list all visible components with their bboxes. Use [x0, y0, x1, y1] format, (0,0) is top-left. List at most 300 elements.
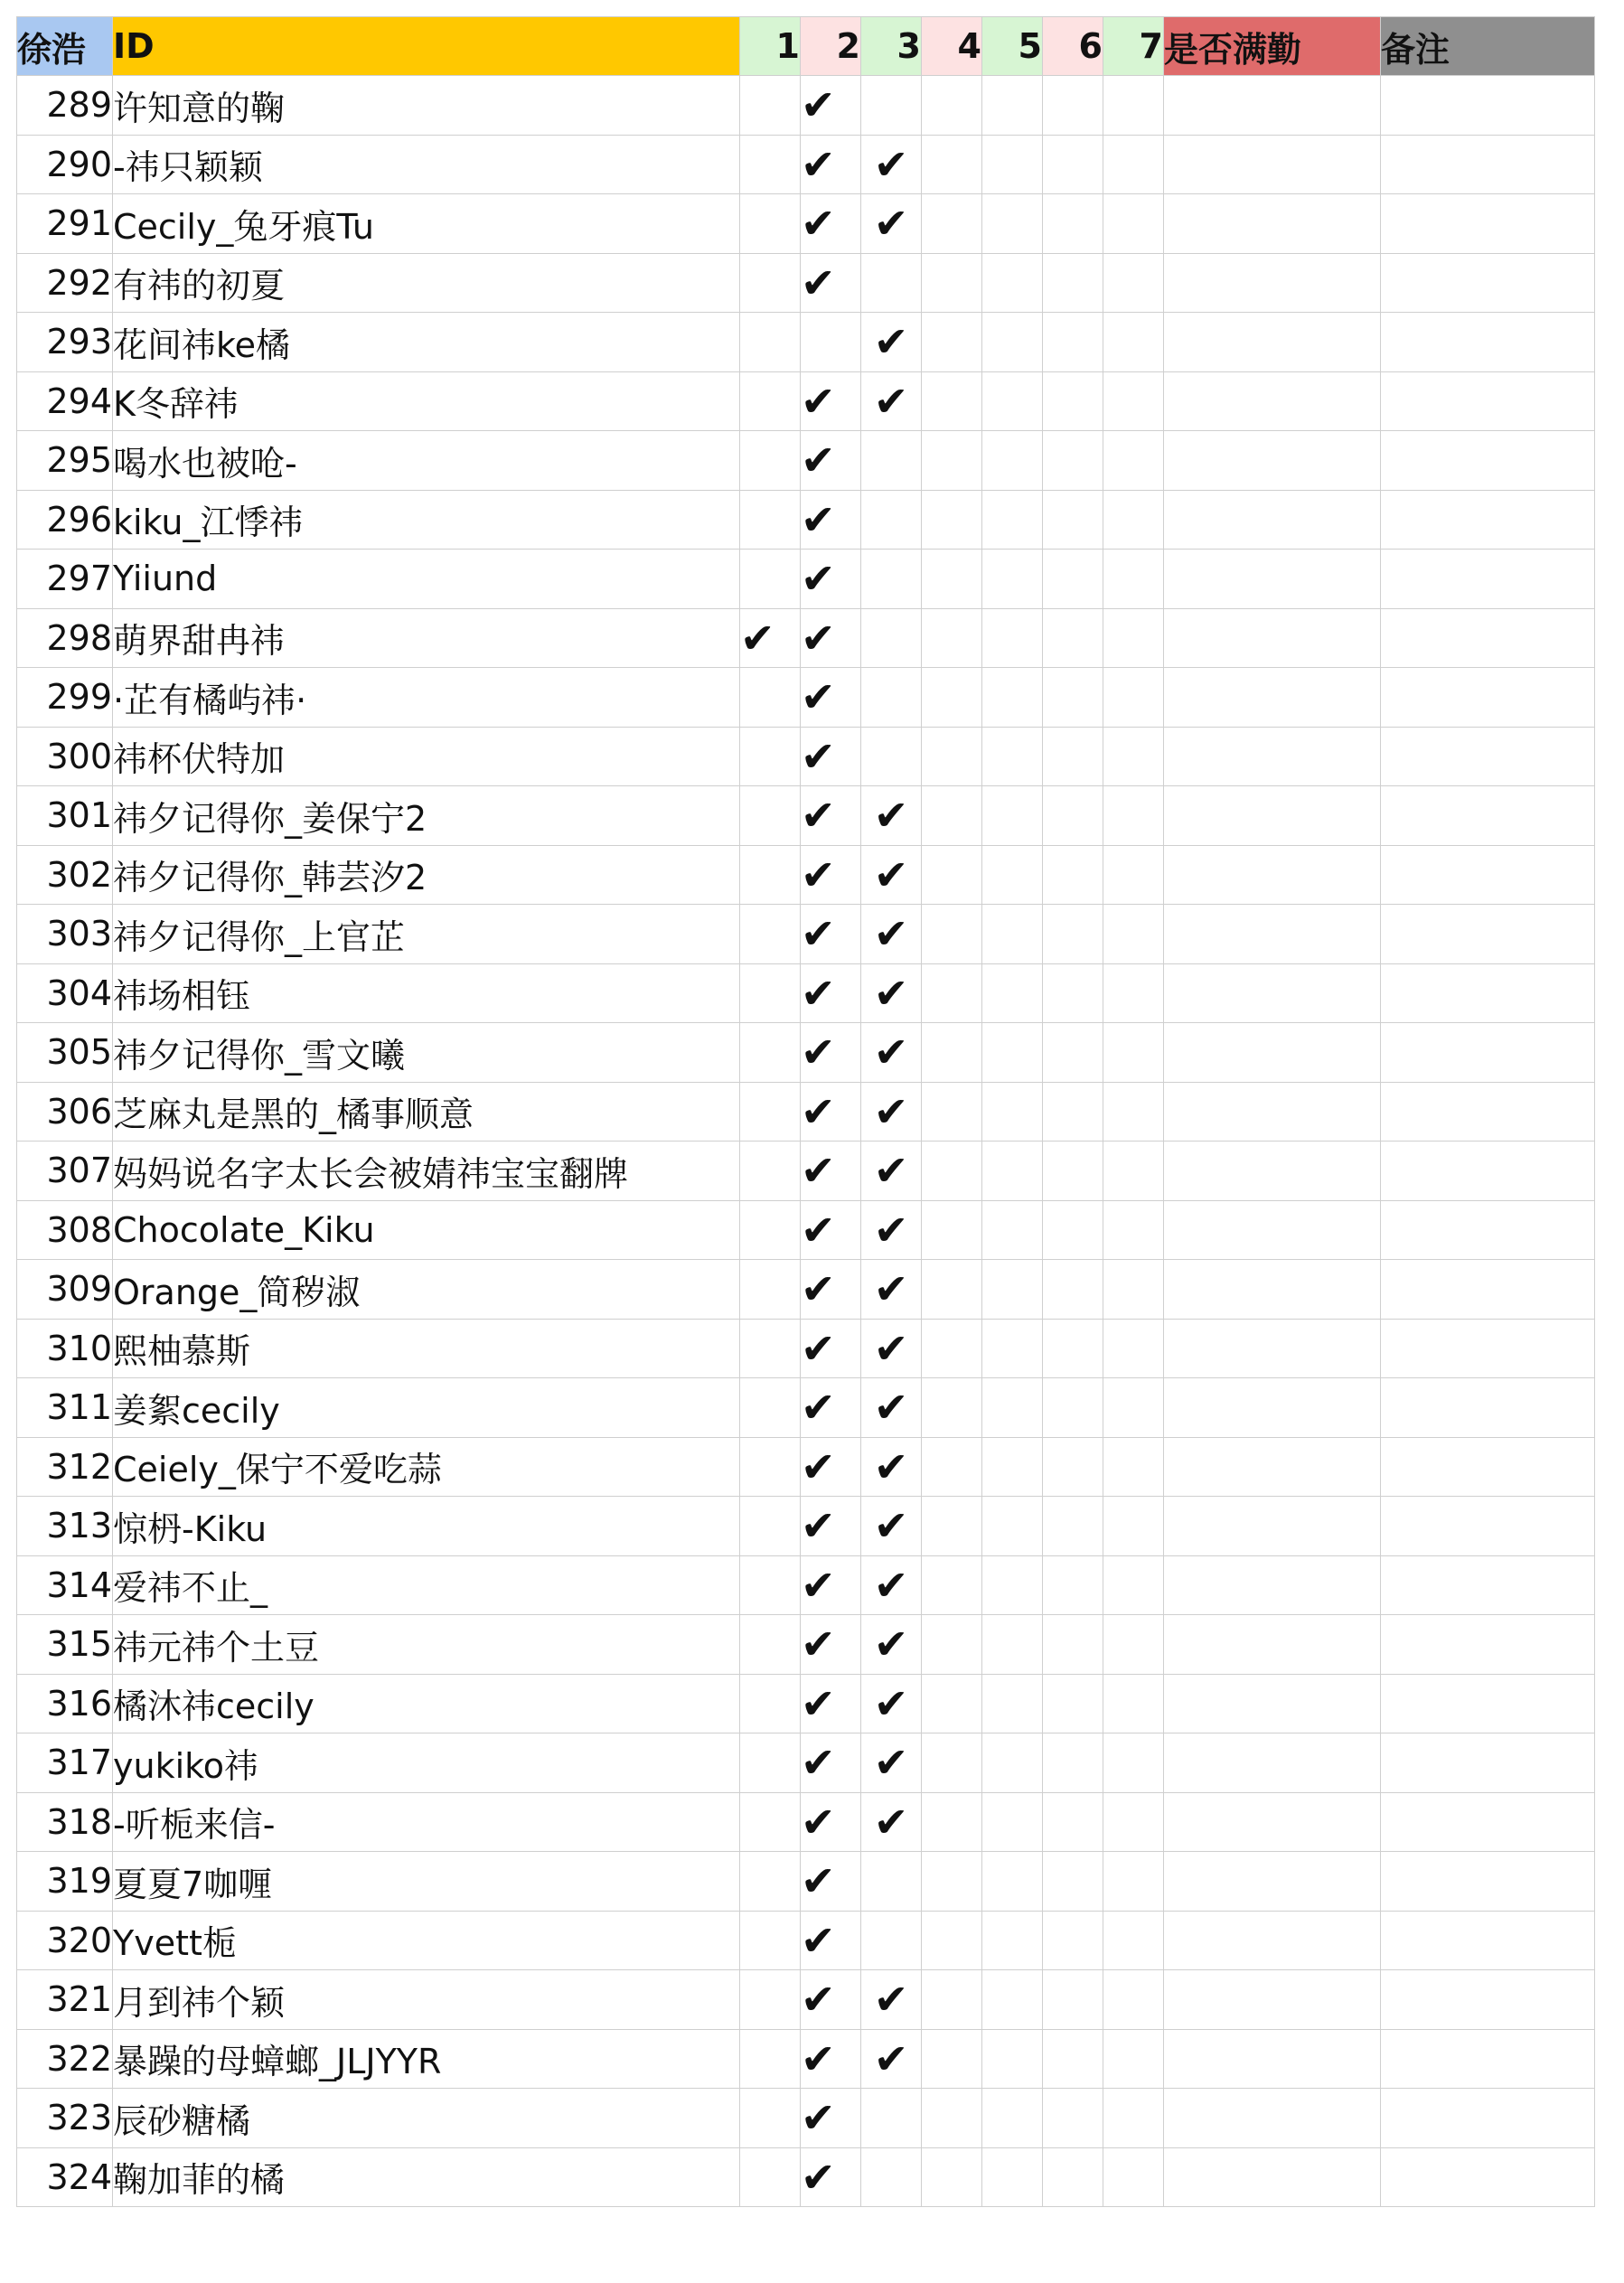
note-cell[interactable] [1381, 1260, 1595, 1320]
note-cell[interactable] [1381, 1437, 1595, 1497]
full-attendance-cell[interactable] [1164, 1200, 1381, 1260]
day-7-cell[interactable] [1103, 1497, 1164, 1556]
day-1-cell[interactable] [740, 1260, 801, 1320]
day-1-cell[interactable] [740, 1023, 801, 1083]
day-2-cell[interactable] [801, 668, 861, 728]
day-7-cell[interactable] [1103, 194, 1164, 254]
day-2-cell[interactable] [801, 608, 861, 668]
row-number-cell[interactable]: 301 [17, 786, 113, 846]
day-3-cell[interactable] [861, 1555, 922, 1615]
full-attendance-cell[interactable] [1164, 905, 1381, 964]
day-4-cell[interactable] [922, 608, 982, 668]
day-1-cell[interactable] [740, 1911, 801, 1970]
day-2-cell[interactable] [801, 371, 861, 431]
member-id-cell[interactable]: Ceiely_保宁不爱吃蒜 [113, 1437, 740, 1497]
day-5-cell[interactable] [982, 194, 1043, 254]
row-number-cell[interactable]: 324 [17, 2147, 113, 2207]
full-attendance-cell[interactable] [1164, 1023, 1381, 1083]
full-attendance-cell[interactable] [1164, 845, 1381, 905]
day-7-cell[interactable] [1103, 1911, 1164, 1970]
row-number-cell[interactable]: 298 [17, 608, 113, 668]
day-header-2[interactable]: 2 [801, 17, 861, 76]
day-2-cell[interactable] [801, 1437, 861, 1497]
day-3-cell[interactable] [861, 2089, 922, 2148]
day-header-3[interactable]: 3 [861, 17, 922, 76]
row-number-cell[interactable]: 305 [17, 1023, 113, 1083]
day-5-cell[interactable] [982, 1733, 1043, 1793]
day-6-cell[interactable] [1043, 1200, 1103, 1260]
day-2-cell[interactable] [801, 1792, 861, 1852]
id-header[interactable]: ID [113, 17, 740, 76]
day-3-cell[interactable] [861, 1970, 922, 2030]
day-3-cell[interactable] [861, 490, 922, 550]
day-4-cell[interactable] [922, 1319, 982, 1378]
day-2-cell[interactable] [801, 1023, 861, 1083]
day-7-cell[interactable] [1103, 1555, 1164, 1615]
member-id-cell[interactable]: 祎杯伏特加 [113, 727, 740, 786]
row-number-cell[interactable]: 291 [17, 194, 113, 254]
member-id-cell[interactable]: 爱祎不止_ [113, 1555, 740, 1615]
full-attendance-cell[interactable] [1164, 135, 1381, 194]
day-3-cell[interactable] [861, 313, 922, 372]
row-number-cell[interactable]: 320 [17, 1911, 113, 1970]
note-cell[interactable] [1381, 963, 1595, 1023]
member-id-cell[interactable]: 熙柚慕斯 [113, 1319, 740, 1378]
note-header[interactable]: 备注 [1381, 17, 1595, 76]
row-number-cell[interactable]: 316 [17, 1674, 113, 1733]
day-1-cell[interactable] [740, 608, 801, 668]
note-cell[interactable] [1381, 786, 1595, 846]
row-number-cell[interactable]: 306 [17, 1082, 113, 1142]
day-3-cell[interactable] [861, 1437, 922, 1497]
member-id-cell[interactable]: 惊枬-Kiku [113, 1497, 740, 1556]
member-id-cell[interactable]: 月到祎个颖 [113, 1970, 740, 2030]
day-5-cell[interactable] [982, 490, 1043, 550]
note-cell[interactable] [1381, 1733, 1595, 1793]
day-2-cell[interactable] [801, 253, 861, 313]
day-4-cell[interactable] [922, 76, 982, 136]
note-cell[interactable] [1381, 1852, 1595, 1912]
day-5-cell[interactable] [982, 1852, 1043, 1912]
day-2-cell[interactable] [801, 1260, 861, 1320]
day-1-cell[interactable] [740, 194, 801, 254]
day-6-cell[interactable] [1043, 1970, 1103, 2030]
member-id-cell[interactable]: 祎场相钰 [113, 963, 740, 1023]
day-1-cell[interactable] [740, 727, 801, 786]
day-3-cell[interactable] [861, 135, 922, 194]
day-6-cell[interactable] [1043, 1615, 1103, 1675]
day-3-cell[interactable] [861, 431, 922, 491]
day-5-cell[interactable] [982, 668, 1043, 728]
full-attendance-header[interactable]: 是否满勤 [1164, 17, 1381, 76]
day-7-cell[interactable] [1103, 786, 1164, 846]
day-4-cell[interactable] [922, 1792, 982, 1852]
full-attendance-cell[interactable] [1164, 1378, 1381, 1438]
day-6-cell[interactable] [1043, 1733, 1103, 1793]
full-attendance-cell[interactable] [1164, 2089, 1381, 2148]
day-7-cell[interactable] [1103, 1082, 1164, 1142]
row-number-cell[interactable]: 293 [17, 313, 113, 372]
day-5-cell[interactable] [982, 1437, 1043, 1497]
day-7-cell[interactable] [1103, 1970, 1164, 2030]
row-number-cell[interactable]: 310 [17, 1319, 113, 1378]
day-1-cell[interactable] [740, 253, 801, 313]
day-5-cell[interactable] [982, 905, 1043, 964]
day-6-cell[interactable] [1043, 1555, 1103, 1615]
row-number-cell[interactable]: 290 [17, 135, 113, 194]
member-id-cell[interactable]: 橘沐祎cecily [113, 1674, 740, 1733]
day-2-cell[interactable] [801, 1082, 861, 1142]
note-cell[interactable] [1381, 727, 1595, 786]
day-5-cell[interactable] [982, 431, 1043, 491]
day-2-cell[interactable] [801, 313, 861, 372]
day-7-cell[interactable] [1103, 253, 1164, 313]
day-5-cell[interactable] [982, 550, 1043, 609]
day-5-cell[interactable] [982, 1319, 1043, 1378]
full-attendance-cell[interactable] [1164, 963, 1381, 1023]
day-1-cell[interactable] [740, 2029, 801, 2089]
day-3-cell[interactable] [861, 1792, 922, 1852]
member-id-cell[interactable]: 姜絮cecily [113, 1378, 740, 1438]
day-7-cell[interactable] [1103, 76, 1164, 136]
note-cell[interactable] [1381, 1674, 1595, 1733]
day-6-cell[interactable] [1043, 1260, 1103, 1320]
note-cell[interactable] [1381, 845, 1595, 905]
day-1-cell[interactable] [740, 135, 801, 194]
member-id-cell[interactable]: Orange_简秽淑 [113, 1260, 740, 1320]
member-id-cell[interactable]: kiku_江悸祎 [113, 490, 740, 550]
full-attendance-cell[interactable] [1164, 550, 1381, 609]
day-1-cell[interactable] [740, 76, 801, 136]
note-cell[interactable] [1381, 608, 1595, 668]
day-3-cell[interactable] [861, 1911, 922, 1970]
day-2-cell[interactable] [801, 845, 861, 905]
full-attendance-cell[interactable] [1164, 490, 1381, 550]
member-id-cell[interactable]: -祎只颖颖 [113, 135, 740, 194]
day-1-cell[interactable] [740, 963, 801, 1023]
full-attendance-cell[interactable] [1164, 1733, 1381, 1793]
day-4-cell[interactable] [922, 1023, 982, 1083]
day-7-cell[interactable] [1103, 1615, 1164, 1675]
full-attendance-cell[interactable] [1164, 1792, 1381, 1852]
day-7-cell[interactable] [1103, 313, 1164, 372]
row-number-cell[interactable]: 299 [17, 668, 113, 728]
day-6-cell[interactable] [1043, 1852, 1103, 1912]
day-7-cell[interactable] [1103, 1674, 1164, 1733]
day-7-cell[interactable] [1103, 550, 1164, 609]
row-number-cell[interactable]: 315 [17, 1615, 113, 1675]
row-number-cell[interactable]: 295 [17, 431, 113, 491]
day-7-cell[interactable] [1103, 1319, 1164, 1378]
member-id-cell[interactable]: 辰砂糖橘 [113, 2089, 740, 2148]
day-5-cell[interactable] [982, 1142, 1043, 1201]
full-attendance-cell[interactable] [1164, 2029, 1381, 2089]
day-4-cell[interactable] [922, 1260, 982, 1320]
day-7-cell[interactable] [1103, 963, 1164, 1023]
day-6-cell[interactable] [1043, 786, 1103, 846]
day-4-cell[interactable] [922, 1437, 982, 1497]
full-attendance-cell[interactable] [1164, 253, 1381, 313]
day-2-cell[interactable] [801, 1200, 861, 1260]
full-attendance-cell[interactable] [1164, 727, 1381, 786]
day-1-cell[interactable] [740, 1555, 801, 1615]
day-4-cell[interactable] [922, 845, 982, 905]
day-2-cell[interactable] [801, 135, 861, 194]
row-number-cell[interactable]: 323 [17, 2089, 113, 2148]
day-6-cell[interactable] [1043, 1497, 1103, 1556]
day-2-cell[interactable] [801, 1733, 861, 1793]
day-2-cell[interactable] [801, 1319, 861, 1378]
day-7-cell[interactable] [1103, 1792, 1164, 1852]
note-cell[interactable] [1381, 135, 1595, 194]
day-4-cell[interactable] [922, 2089, 982, 2148]
day-2-cell[interactable] [801, 1911, 861, 1970]
day-2-cell[interactable] [801, 786, 861, 846]
day-1-cell[interactable] [740, 2147, 801, 2207]
day-5-cell[interactable] [982, 845, 1043, 905]
note-cell[interactable] [1381, 1911, 1595, 1970]
day-4-cell[interactable] [922, 1674, 982, 1733]
day-3-cell[interactable] [861, 371, 922, 431]
day-6-cell[interactable] [1043, 963, 1103, 1023]
day-3-cell[interactable] [861, 253, 922, 313]
day-3-cell[interactable] [861, 1319, 922, 1378]
day-2-cell[interactable] [801, 431, 861, 491]
full-attendance-cell[interactable] [1164, 371, 1381, 431]
note-cell[interactable] [1381, 1023, 1595, 1083]
row-number-cell[interactable]: 321 [17, 1970, 113, 2030]
member-id-cell[interactable]: 许知意的鞠 [113, 76, 740, 136]
day-4-cell[interactable] [922, 2147, 982, 2207]
member-id-cell[interactable]: -听栀来信- [113, 1792, 740, 1852]
row-number-cell[interactable]: 322 [17, 2029, 113, 2089]
day-5-cell[interactable] [982, 313, 1043, 372]
day-6-cell[interactable] [1043, 2147, 1103, 2207]
row-number-cell[interactable]: 303 [17, 905, 113, 964]
full-attendance-cell[interactable] [1164, 1852, 1381, 1912]
note-cell[interactable] [1381, 2147, 1595, 2207]
day-3-cell[interactable] [861, 194, 922, 254]
full-attendance-cell[interactable] [1164, 1674, 1381, 1733]
day-6-cell[interactable] [1043, 2029, 1103, 2089]
full-attendance-cell[interactable] [1164, 194, 1381, 254]
day-1-cell[interactable] [740, 1378, 801, 1438]
day-7-cell[interactable] [1103, 1023, 1164, 1083]
day-2-cell[interactable] [801, 963, 861, 1023]
member-id-cell[interactable]: 祎夕记得你_姜保宁2 [113, 786, 740, 846]
day-6-cell[interactable] [1043, 1023, 1103, 1083]
day-2-cell[interactable] [801, 1555, 861, 1615]
day-6-cell[interactable] [1043, 313, 1103, 372]
day-4-cell[interactable] [922, 1970, 982, 2030]
day-7-cell[interactable] [1103, 2089, 1164, 2148]
day-7-cell[interactable] [1103, 2147, 1164, 2207]
day-4-cell[interactable] [922, 1497, 982, 1556]
note-cell[interactable] [1381, 1615, 1595, 1675]
day-3-cell[interactable] [861, 76, 922, 136]
full-attendance-cell[interactable] [1164, 2147, 1381, 2207]
day-1-cell[interactable] [740, 1852, 801, 1912]
row-number-cell[interactable]: 309 [17, 1260, 113, 1320]
day-7-cell[interactable] [1103, 135, 1164, 194]
member-id-cell[interactable]: 萌界甜冉祎 [113, 608, 740, 668]
day-4-cell[interactable] [922, 1615, 982, 1675]
note-cell[interactable] [1381, 313, 1595, 372]
day-1-cell[interactable] [740, 1792, 801, 1852]
day-6-cell[interactable] [1043, 490, 1103, 550]
day-5-cell[interactable] [982, 1970, 1043, 2030]
day-1-cell[interactable] [740, 1082, 801, 1142]
full-attendance-cell[interactable] [1164, 1555, 1381, 1615]
day-5-cell[interactable] [982, 786, 1043, 846]
member-id-cell[interactable]: 花间祎ke橘 [113, 313, 740, 372]
day-3-cell[interactable] [861, 1142, 922, 1201]
row-number-cell[interactable]: 307 [17, 1142, 113, 1201]
note-cell[interactable] [1381, 371, 1595, 431]
day-5-cell[interactable] [982, 1260, 1043, 1320]
day-7-cell[interactable] [1103, 431, 1164, 491]
member-id-cell[interactable]: 鞠加菲的橘 [113, 2147, 740, 2207]
member-id-cell[interactable]: Yiiund [113, 550, 740, 609]
day-7-cell[interactable] [1103, 1200, 1164, 1260]
note-cell[interactable] [1381, 253, 1595, 313]
day-4-cell[interactable] [922, 1082, 982, 1142]
day-3-cell[interactable] [861, 2147, 922, 2207]
day-header-1[interactable]: 1 [740, 17, 801, 76]
day-5-cell[interactable] [982, 1555, 1043, 1615]
day-2-cell[interactable] [801, 1497, 861, 1556]
row-number-cell[interactable]: 304 [17, 963, 113, 1023]
full-attendance-cell[interactable] [1164, 1437, 1381, 1497]
day-1-cell[interactable] [740, 550, 801, 609]
row-number-cell[interactable]: 297 [17, 550, 113, 609]
day-2-cell[interactable] [801, 905, 861, 964]
member-id-cell[interactable]: 喝水也被呛- [113, 431, 740, 491]
day-6-cell[interactable] [1043, 1437, 1103, 1497]
day-6-cell[interactable] [1043, 135, 1103, 194]
day-4-cell[interactable] [922, 668, 982, 728]
day-5-cell[interactable] [982, 1200, 1043, 1260]
note-cell[interactable] [1381, 2089, 1595, 2148]
row-number-cell[interactable]: 292 [17, 253, 113, 313]
day-7-cell[interactable] [1103, 1142, 1164, 1201]
day-3-cell[interactable] [861, 1023, 922, 1083]
day-header-6[interactable]: 6 [1043, 17, 1103, 76]
day-3-cell[interactable] [861, 1733, 922, 1793]
full-attendance-cell[interactable] [1164, 786, 1381, 846]
day-5-cell[interactable] [982, 1497, 1043, 1556]
full-attendance-cell[interactable] [1164, 1142, 1381, 1201]
note-cell[interactable] [1381, 1497, 1595, 1556]
full-attendance-cell[interactable] [1164, 668, 1381, 728]
note-cell[interactable] [1381, 1792, 1595, 1852]
day-7-cell[interactable] [1103, 2029, 1164, 2089]
day-4-cell[interactable] [922, 1142, 982, 1201]
row-number-cell[interactable]: 319 [17, 1852, 113, 1912]
member-id-cell[interactable]: 有祎的初夏 [113, 253, 740, 313]
day-5-cell[interactable] [982, 1911, 1043, 1970]
row-number-cell[interactable]: 289 [17, 76, 113, 136]
member-id-cell[interactable]: Cecily_兔牙痕Tu [113, 194, 740, 254]
day-6-cell[interactable] [1043, 1378, 1103, 1438]
full-attendance-cell[interactable] [1164, 1497, 1381, 1556]
member-id-cell[interactable]: 暴躁的母蟑螂_JLJYYR [113, 2029, 740, 2089]
day-6-cell[interactable] [1043, 550, 1103, 609]
day-2-cell[interactable] [801, 1852, 861, 1912]
day-5-cell[interactable] [982, 2089, 1043, 2148]
day-3-cell[interactable] [861, 786, 922, 846]
day-4-cell[interactable] [922, 1911, 982, 1970]
day-header-4[interactable]: 4 [922, 17, 982, 76]
row-number-cell[interactable]: 300 [17, 727, 113, 786]
full-attendance-cell[interactable] [1164, 431, 1381, 491]
day-5-cell[interactable] [982, 608, 1043, 668]
day-3-cell[interactable] [861, 963, 922, 1023]
day-6-cell[interactable] [1043, 1319, 1103, 1378]
day-3-cell[interactable] [861, 1497, 922, 1556]
note-cell[interactable] [1381, 1378, 1595, 1438]
day-7-cell[interactable] [1103, 1437, 1164, 1497]
day-5-cell[interactable] [982, 727, 1043, 786]
day-5-cell[interactable] [982, 135, 1043, 194]
day-1-cell[interactable] [740, 1733, 801, 1793]
full-attendance-cell[interactable] [1164, 1260, 1381, 1320]
day-4-cell[interactable] [922, 1733, 982, 1793]
day-3-cell[interactable] [861, 1260, 922, 1320]
day-5-cell[interactable] [982, 1615, 1043, 1675]
day-2-cell[interactable] [801, 1970, 861, 2030]
day-header-5[interactable]: 5 [982, 17, 1043, 76]
row-number-cell[interactable]: 314 [17, 1555, 113, 1615]
day-6-cell[interactable] [1043, 431, 1103, 491]
day-1-cell[interactable] [740, 668, 801, 728]
note-cell[interactable] [1381, 1319, 1595, 1378]
member-id-cell[interactable]: 芝麻丸是黑的_橘事顺意 [113, 1082, 740, 1142]
row-number-cell[interactable]: 318 [17, 1792, 113, 1852]
day-7-cell[interactable] [1103, 845, 1164, 905]
day-2-cell[interactable] [801, 1142, 861, 1201]
day-1-cell[interactable] [740, 1437, 801, 1497]
day-2-cell[interactable] [801, 490, 861, 550]
day-5-cell[interactable] [982, 76, 1043, 136]
day-5-cell[interactable] [982, 1378, 1043, 1438]
day-1-cell[interactable] [740, 1674, 801, 1733]
day-4-cell[interactable] [922, 313, 982, 372]
day-7-cell[interactable] [1103, 1378, 1164, 1438]
day-4-cell[interactable] [922, 963, 982, 1023]
day-5-cell[interactable] [982, 1023, 1043, 1083]
day-2-cell[interactable] [801, 550, 861, 609]
day-6-cell[interactable] [1043, 727, 1103, 786]
day-7-cell[interactable] [1103, 371, 1164, 431]
day-5-cell[interactable] [982, 1792, 1043, 1852]
day-1-cell[interactable] [740, 1970, 801, 2030]
day-1-cell[interactable] [740, 905, 801, 964]
day-1-cell[interactable] [740, 845, 801, 905]
day-5-cell[interactable] [982, 2029, 1043, 2089]
day-7-cell[interactable] [1103, 490, 1164, 550]
day-2-cell[interactable] [801, 1674, 861, 1733]
note-cell[interactable] [1381, 1970, 1595, 2030]
day-2-cell[interactable] [801, 727, 861, 786]
day-3-cell[interactable] [861, 1200, 922, 1260]
full-attendance-cell[interactable] [1164, 76, 1381, 136]
day-6-cell[interactable] [1043, 253, 1103, 313]
note-cell[interactable] [1381, 431, 1595, 491]
member-id-cell[interactable]: 祎夕记得你_上官芷 [113, 905, 740, 964]
note-cell[interactable] [1381, 76, 1595, 136]
full-attendance-cell[interactable] [1164, 1911, 1381, 1970]
